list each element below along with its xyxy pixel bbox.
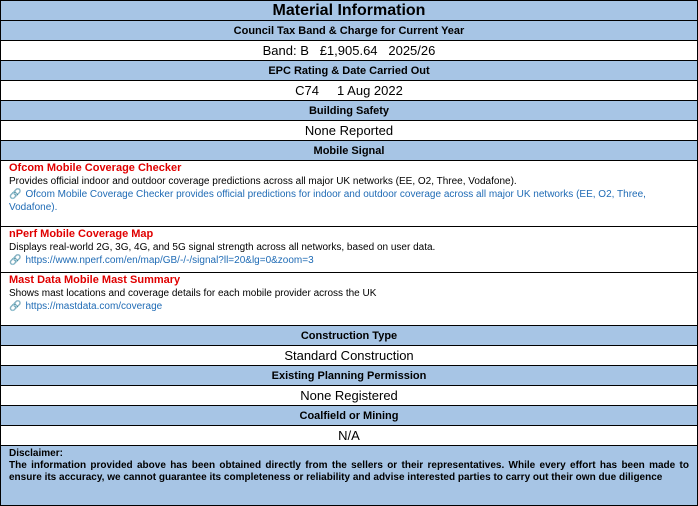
coalfield-value: N/A bbox=[1, 426, 697, 446]
construction-value: Standard Construction bbox=[1, 346, 697, 366]
link-icon: 🔗 bbox=[9, 301, 22, 312]
epc-value bbox=[1, 81, 697, 101]
council-tax-text: Band: B £1,905.64 2025/26 bbox=[262, 43, 436, 58]
mobile-signal-item-title: Mast Data Mobile Mast Summary bbox=[9, 274, 181, 286]
mobile-signal-item-description: Displays real-world 2G, 3G, 4G, and 5G signal strength across all networks, based on user data. bbox=[9, 242, 436, 253]
mobile-signal-item-link[interactable] bbox=[9, 254, 697, 267]
construction-header: Construction Type bbox=[1, 326, 697, 346]
building-safety-header: Building Safety bbox=[1, 101, 697, 121]
disclaimer-text: The information provided above has been obtained directly from the sellers or their representatives. While every effort has been made to ensure its accuracy, we cannot guarantee its completeness or reliability and advise interested parties to carry out their own due diligence bbox=[9, 460, 689, 483]
mobile-signal-item-description: Shows mast locations and coverage details for each mobile provider across the UK bbox=[9, 288, 377, 299]
mobile-signal-item-description: Provides official indoor and outdoor coverage predictions across all major UK networks (EE, O2, Three, Vodafone). bbox=[9, 176, 517, 187]
link-icon: 🔗 bbox=[9, 189, 22, 200]
mobile-signal-item-link-text[interactable]: https://mastdata.com/coverage bbox=[25, 301, 163, 312]
mobile-signal-item-link-text[interactable]: Ofcom Mobile Coverage Checker provides official predictions for indoor and outdoor coverage across all major UK networks (EE, O2, Three, Vodafone). bbox=[9, 189, 646, 213]
mobile-signal-item-title: Ofcom Mobile Coverage Checker bbox=[9, 162, 182, 174]
planning-value: None Registered bbox=[1, 386, 697, 406]
council-tax-value bbox=[1, 41, 697, 61]
epc-text: C74 1 Aug 2022 bbox=[295, 83, 403, 98]
mobile-signal-item-title: nPerf Mobile Coverage Map bbox=[9, 228, 154, 240]
building-safety-value: None Reported bbox=[1, 121, 697, 141]
mobile-signal-item bbox=[1, 227, 697, 273]
disclaimer-label: Disclaimer: bbox=[9, 448, 63, 459]
mobile-signal-item bbox=[1, 161, 697, 227]
epc-header: EPC Rating & Date Carried Out bbox=[1, 61, 697, 81]
mobile-signal-item-link-text[interactable]: https://www.nperf.com/en/map/GB/-/-/signal?ll=20&lg=0&zoom=3 bbox=[25, 255, 314, 266]
mobile-signal-item bbox=[1, 273, 697, 326]
mobile-signal-header: Mobile Signal bbox=[1, 141, 697, 161]
link-icon: 🔗 bbox=[9, 255, 22, 266]
page-title: Material Information bbox=[1, 1, 697, 21]
council-tax-header: Council Tax Band & Charge for Current Year bbox=[1, 21, 697, 41]
planning-header: Existing Planning Permission bbox=[1, 366, 697, 386]
mobile-signal-item-link[interactable] bbox=[9, 300, 697, 313]
mobile-signal-item-link[interactable] bbox=[9, 188, 697, 214]
coalfield-header: Coalfield or Mining bbox=[1, 406, 697, 426]
disclaimer bbox=[1, 446, 697, 505]
